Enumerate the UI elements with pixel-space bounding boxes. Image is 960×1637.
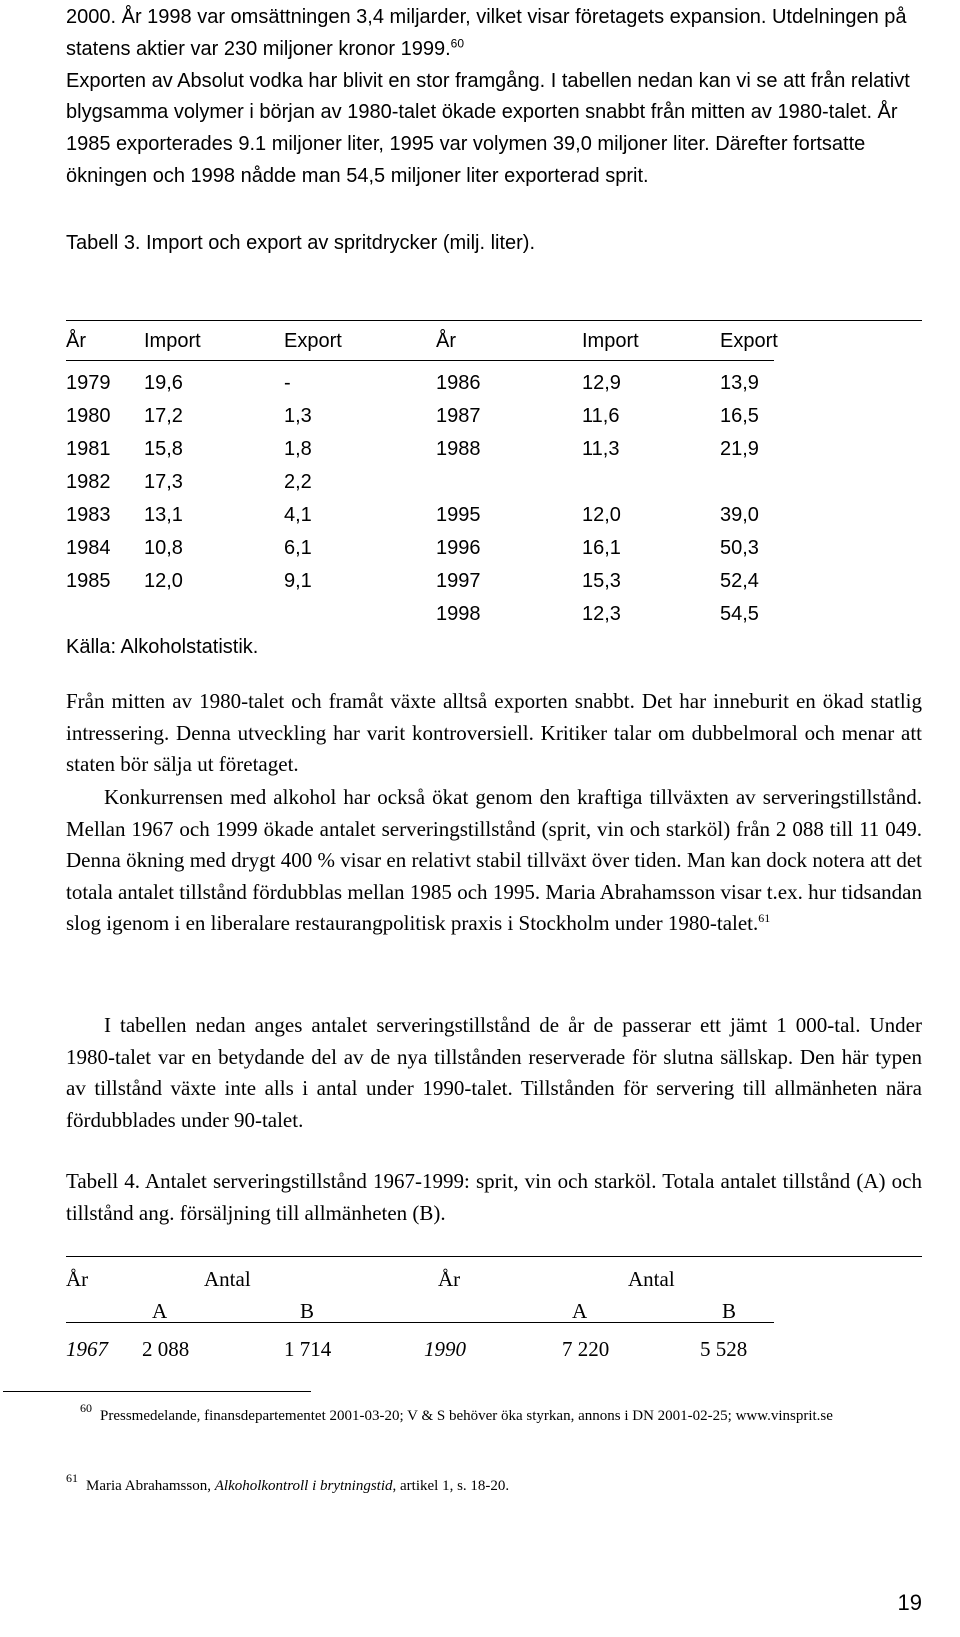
table-row	[66, 405, 840, 438]
table3-cell: 17,2	[144, 405, 183, 427]
footnote-separator	[3, 1391, 311, 1392]
table3-cell: 4,1	[284, 504, 312, 526]
body-paragraph-1: Från mitten av 1980-talet och framåt växte alltså exporten snabbt. Det har inneburit en ökad statlig intressering. Denna utveckling har varit kontroversiell. Kritiker talar om dubbelmoral och menar att staten bör sälja ut företaget.	[66, 689, 922, 777]
page-number: 19	[897, 1590, 922, 1615]
table3-cell: 21,9	[720, 438, 759, 460]
footnote-italic-title: Alkoholkontroll i brytningstid	[214, 1478, 393, 1494]
table3-cell: 52,4	[720, 570, 759, 592]
footnote-text-end: , artikel 1, s. 18-20.	[392, 1478, 510, 1494]
table3-cell: 1985	[66, 570, 111, 592]
table3-cell: 50,3	[720, 537, 759, 559]
table3-header-row	[66, 326, 840, 366]
table3-cell: 12,0	[144, 570, 183, 592]
table4-header-antal-1: Antal	[204, 1267, 251, 1291]
body-paragraph-2	[66, 782, 922, 940]
table3-cell	[436, 471, 582, 504]
table3-cell: 16,1	[582, 537, 621, 559]
table3-cell: 13,1	[144, 504, 183, 526]
table3-caption: Tabell 3. Import och export av spritdrycker (milj. liter).	[66, 232, 536, 254]
table3-cell: 15,8	[144, 438, 183, 460]
table3-cell: 12,9	[582, 372, 621, 394]
intro-paragraph	[66, 2, 922, 193]
table3-cell: 6,1	[284, 537, 312, 559]
footnote-number: 61	[66, 1471, 78, 1485]
table3-cell: 1995	[436, 504, 481, 526]
intro-text-1: 2000. År 1998 var omsättningen 3,4 miljarder, vilket visar företagets expansion. Utdelningen på statens aktier var 230 miljoner kronor 1999.	[66, 6, 907, 60]
table4-year-2: 1990	[424, 1337, 466, 1361]
table3-top-rule	[66, 320, 922, 321]
table4-a-value-2: 7 220	[562, 1337, 610, 1361]
table3-cell: 11,6	[582, 405, 620, 427]
table-row	[66, 438, 840, 471]
table3-cell: 1,3	[284, 405, 312, 427]
table3-header-cell: Import	[582, 330, 639, 352]
table4-top-rule	[66, 1256, 922, 1257]
footnote-number: 60	[80, 1401, 92, 1415]
table4-year-1: 1967	[66, 1337, 108, 1361]
table3-cell: 1982	[66, 471, 111, 493]
body-paragraph-3: I tabellen nedan anges antalet serveringstillstånd de år de passerar ett jämt 1 000-tal. Under 1980-talet var en betydande del av de nya tillstånden reserverade för slutna sällskap. Den här typen av tillstånd växte inte alls i antal under 1990-talet. Tillstånden för servering till allmänheten nära fördubblades under 90-talet.	[66, 1013, 922, 1132]
table3-cell: 1979	[66, 372, 111, 394]
footnote-ref-60[interactable]: 60	[450, 36, 464, 51]
table3-cell: 16,5	[720, 405, 759, 427]
table3-cell: 12,3	[582, 603, 621, 625]
table4-header-rule	[66, 1322, 774, 1323]
table3-cell	[284, 603, 436, 636]
intro-text-2: Exporten av Absolut vodka har blivit en stor framgång. I tabellen nedan kan vi se att från relativt blygsamma volymer i början av 1980-talet ökade exporten snabbt från mitten av 1980-talet. År 1985 exporterades 9.1 miljoner liter, 1995 var volymen 39,0 miljoner liter. Därefter fortsatte ökningen och 1998 nådde man 54,5 miljoner liter exporterad sprit.	[66, 69, 910, 187]
table3-cell: 11,3	[582, 438, 620, 460]
table3-cell: 12,0	[582, 504, 621, 526]
table3-cell: 2,2	[284, 471, 312, 493]
table3-cell: 1986	[436, 372, 481, 394]
table-row	[66, 504, 840, 537]
table4-b-value-2: 5 528	[700, 1337, 748, 1361]
table4-header-b-1: B	[300, 1299, 315, 1323]
table3-cell: 39,0	[720, 504, 759, 526]
table3-cell: 54,5	[720, 603, 759, 625]
table3-cell: 1987	[436, 405, 481, 427]
footnote-text: Pressmedelande, finansdepartementet 2001-03-20; V & S behöver öka styrkan, annons i DN 2001-02-25; www.vinsprit.se	[100, 1408, 833, 1424]
table3	[66, 326, 922, 669]
table3-cell: 1988	[436, 438, 481, 460]
table3-source: Källa: Alkoholstatistik.	[66, 636, 259, 658]
body-paragraph-2-text: Konkurrensen med alkohol har också ökat genom den kraftiga tillväxten av serveringstillstånd. Mellan 1967 och 1999 ökade antalet serveringstillstånd (sprit, vin och starköl) från 2 088 till 11 049. Denna ökning med drygt 400 % visar en relativt stabil tillväxt över tiden. Man kan dock notera att det totala antalet tillstånd fördubblas mellan 1985 och 1995. Maria Abrahamsson visar t.ex. hur tidsandan slog igenom i en liberalare restaurangpolitisk praxis i Stockholm under 1980-talet.	[66, 785, 922, 936]
table4-header-a-1: A	[152, 1299, 168, 1323]
footnote-60	[66, 1401, 922, 1426]
table3-cell: -	[284, 372, 291, 394]
table4-a-value-1: 2 088	[142, 1337, 190, 1361]
table3-cell: 1996	[436, 537, 481, 559]
table3-cell: 1998	[436, 603, 481, 625]
table3-header-cell: År	[436, 330, 456, 352]
table3-cell: 13,9	[720, 372, 759, 394]
table4-caption: Tabell 4. Antalet serveringstillstånd 1967-1999: sprit, vin och starköl. Totala antalet tillstånd (A) och tillstånd ang. försäljning till allmänheten (B).	[66, 1169, 922, 1225]
table-row	[66, 471, 840, 504]
table4-header-year-1: År	[66, 1267, 89, 1291]
footnote-text: Maria Abrahamsson,	[86, 1478, 215, 1494]
table-row	[66, 570, 840, 603]
table3-header-cell: Export	[720, 330, 778, 352]
table3-cell: 1980	[66, 405, 111, 427]
table4-header-a-2: A	[572, 1299, 588, 1323]
table4-header-antal-2: Antal	[628, 1267, 675, 1291]
table-row	[66, 372, 840, 405]
table3-cell: 17,3	[144, 471, 183, 493]
table4-header-year-2: År	[438, 1267, 461, 1291]
table4-b-value-1: 1 714	[284, 1337, 332, 1361]
table3-cell: 1997	[436, 570, 481, 592]
table3-cell: 1984	[66, 537, 111, 559]
table3-cell: 9,1	[284, 570, 312, 592]
table3-cell	[66, 603, 144, 636]
table-row	[66, 537, 840, 570]
table-row	[66, 603, 840, 636]
footnote-ref-61[interactable]: 61	[758, 911, 771, 926]
table3-cell: 10,8	[144, 537, 183, 559]
table3-header-cell: År	[66, 330, 86, 352]
footnote-61	[66, 1471, 922, 1496]
table3-header-cell: Export	[284, 330, 342, 352]
table3-header-cell: Import	[144, 330, 201, 352]
table4-header-b-2: B	[722, 1299, 737, 1323]
table3-cell	[144, 603, 284, 636]
table3-cell: 19,6	[144, 372, 183, 394]
table3-cell	[720, 471, 840, 504]
table3-cell: 1,8	[284, 438, 312, 460]
table3-cell: 1981	[66, 438, 111, 460]
table3-cell	[582, 471, 720, 504]
table3-cell: 15,3	[582, 570, 621, 592]
table3-cell: 1983	[66, 504, 111, 526]
